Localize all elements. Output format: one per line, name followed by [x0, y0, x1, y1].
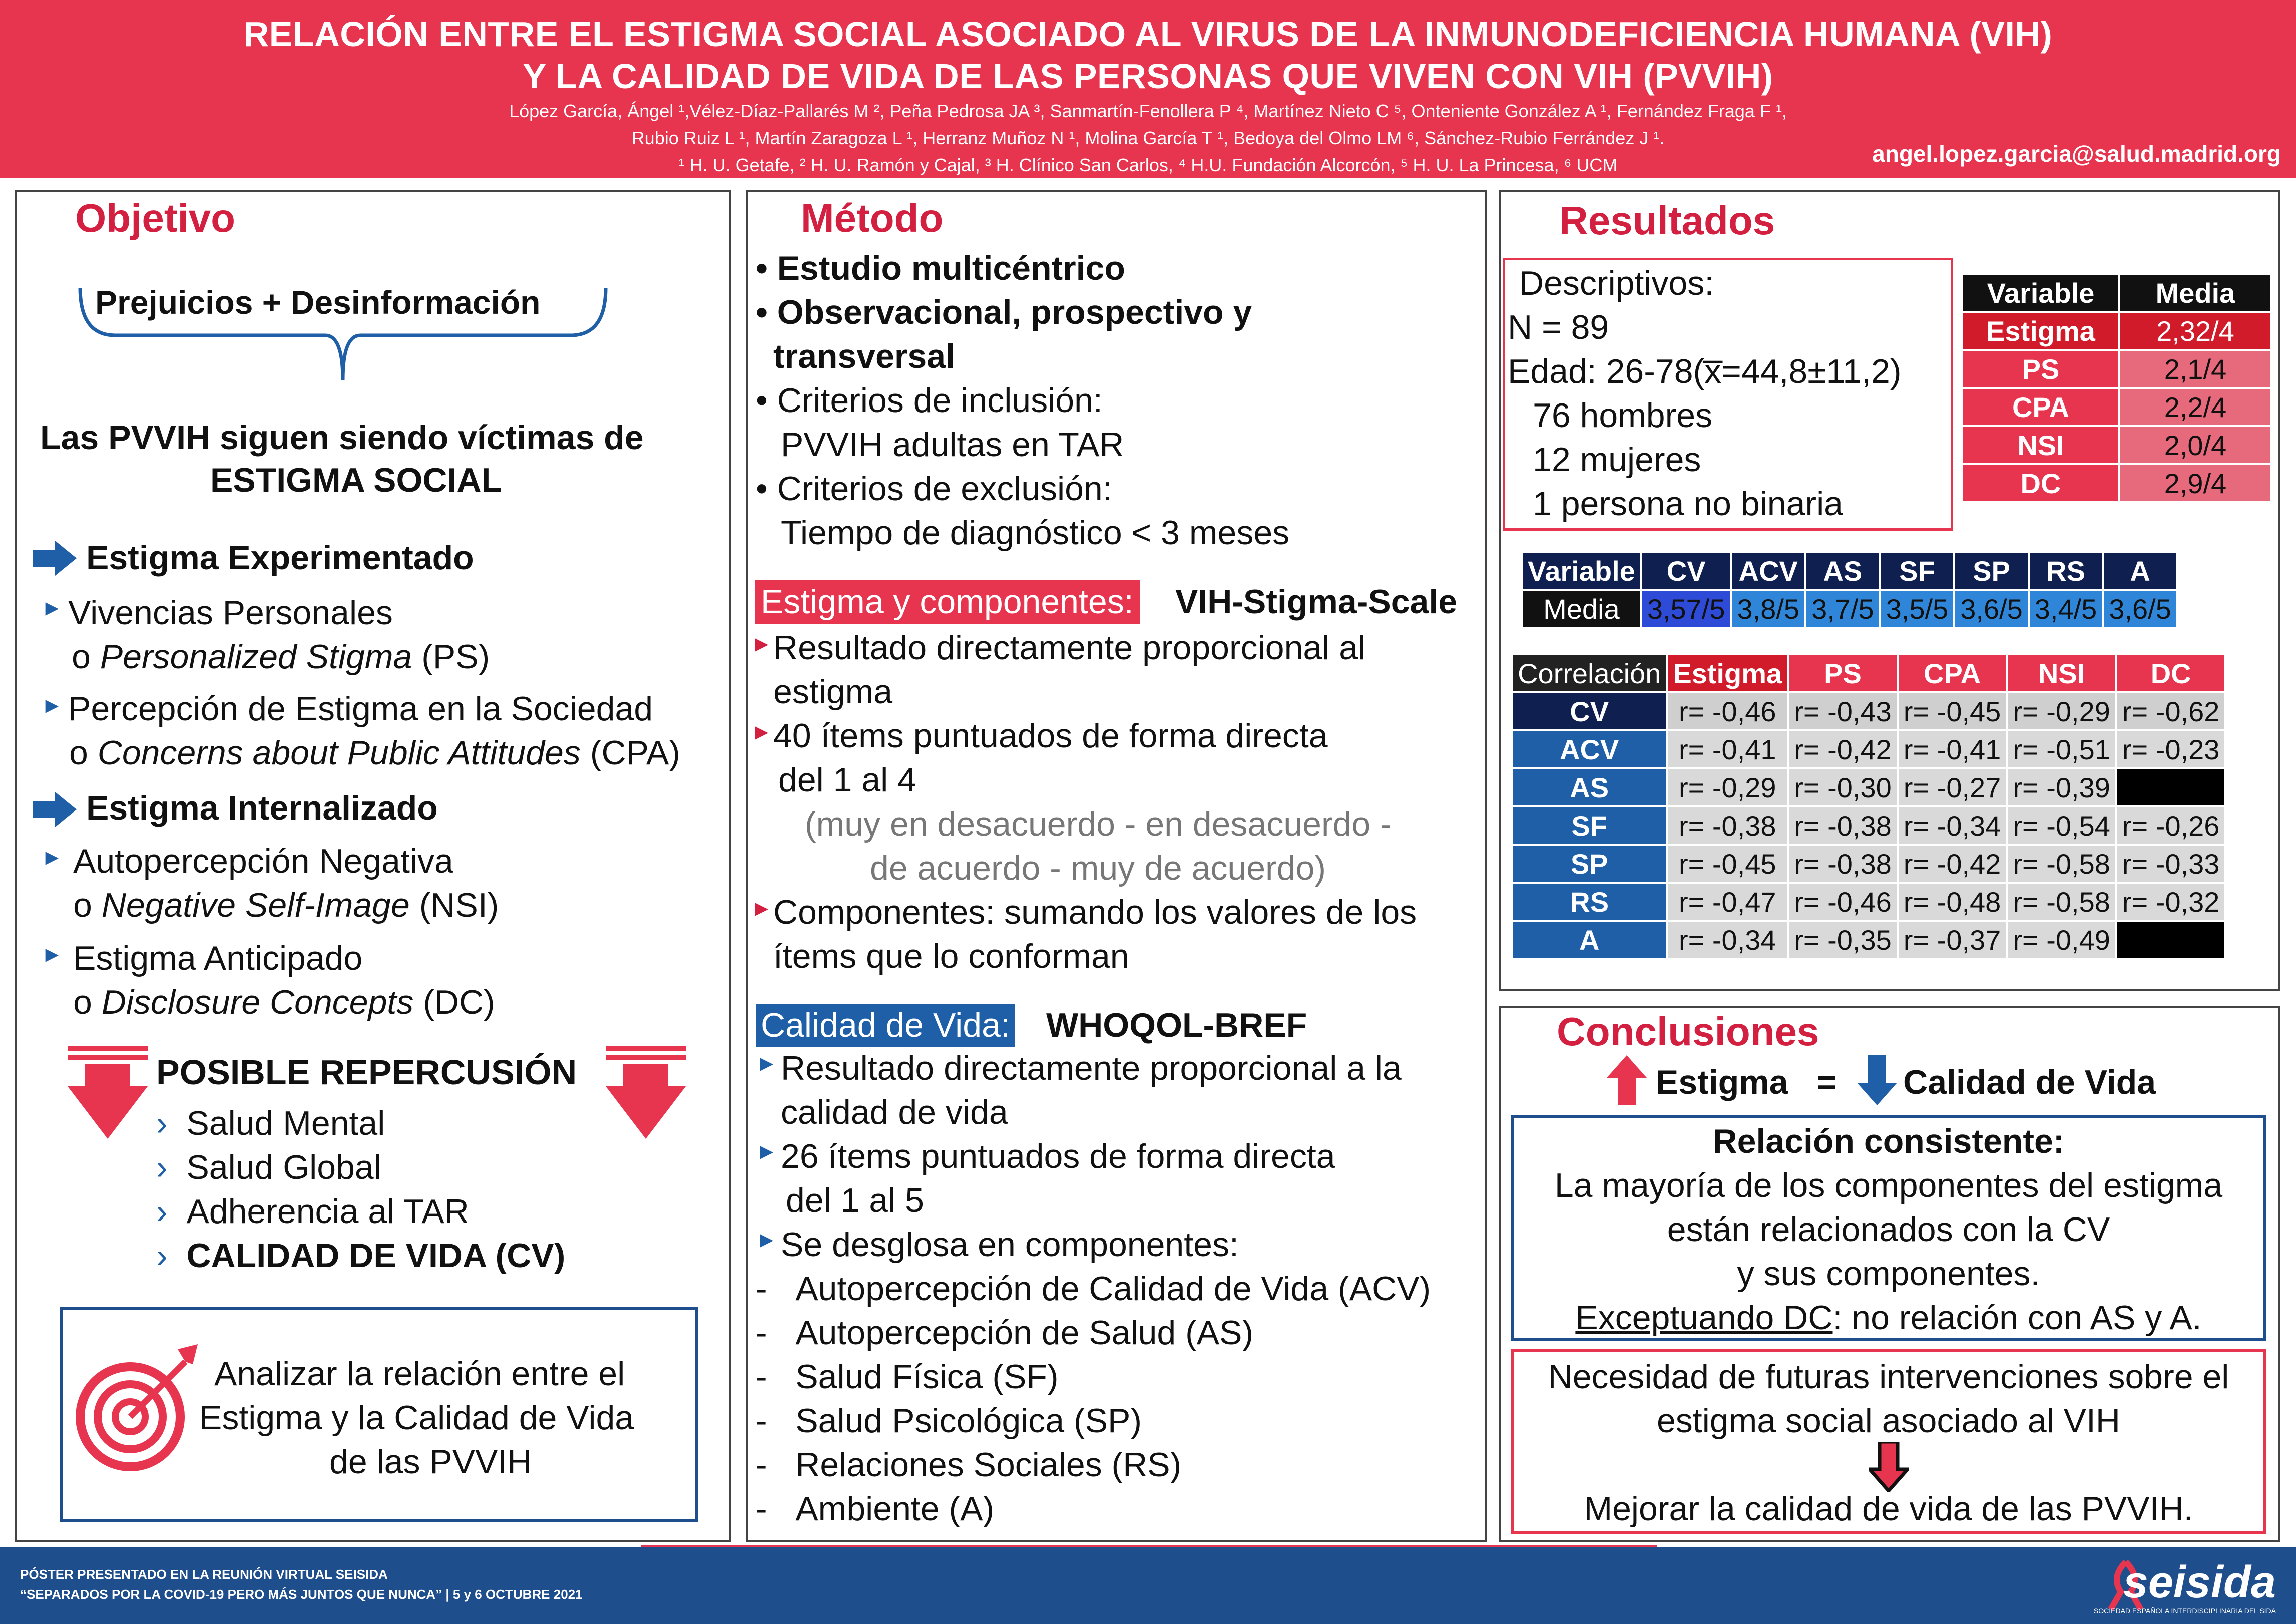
down-arrow-icon	[1857, 1055, 1897, 1105]
table-cell: SF	[1880, 552, 1955, 590]
seisida-logo: seisida	[2123, 1557, 2276, 1607]
table-row	[1962, 312, 2271, 350]
table-cell: CPA	[1898, 654, 2007, 692]
table-cell: r= -0,48	[1898, 883, 2007, 921]
int-item1-b: o Negative Self-Image (NSI)	[73, 886, 499, 924]
seisida-logo-subtitle: SOCIEDAD ESPAÑOLA INTERDISCIPLINARIA DEL SIDA	[2093, 1607, 2276, 1615]
table-cell: r= -0,42	[1788, 730, 1898, 768]
table-cell: r= -0,42	[1898, 845, 2007, 883]
table-cell: r= -0,51	[2007, 730, 2116, 768]
bullet-triangle-icon: ►	[41, 845, 63, 870]
table-cell: 3,57/5	[1641, 590, 1731, 628]
table-cell: r= -0,38	[1788, 806, 1898, 845]
repercusion-list	[156, 1101, 565, 1278]
rel-line3: y sus componentes.	[1737, 1255, 2040, 1293]
table-cell: Variable	[1962, 274, 2119, 312]
exp-heading: Estigma Experimentado	[86, 539, 474, 577]
desc-n: N = 89	[1508, 308, 1609, 346]
int-item2-b: o Disclosure Concepts (DC)	[73, 983, 495, 1021]
poster-footer	[0, 1547, 2296, 1624]
table-cell: r= -0,62	[2116, 692, 2226, 730]
c1-line2: calidad de vida	[781, 1093, 1008, 1131]
table-cell: 3,6/5	[1954, 590, 2029, 628]
int-item2-a: Estigma Anticipado	[73, 939, 363, 977]
int-heading: Estigma Internalizado	[86, 789, 438, 827]
table-cell: r= -0,45	[1898, 692, 2007, 730]
cv-label: Calidad de Vida:	[756, 1004, 1015, 1047]
e2-note2: de acuerdo - muy de acuerdo)	[870, 849, 1326, 887]
authors-line1: López García, Ángel ¹,Vélez-Díaz-Pallarés M ², Peña Pedrosa JA ³, Sanmartín-Fenollera P ⁴, Martínez Nieto C ⁵, Onteniente González A ¹, Fernández Fraga F ¹,	[509, 101, 1787, 121]
bullet-triangle-icon: ►	[41, 942, 63, 967]
table-cell: r= -0,27	[1898, 768, 2007, 806]
table-cell: r= -0,46	[1788, 883, 1898, 921]
table-cell	[2116, 921, 2226, 959]
table-cell: ACV	[1731, 552, 1806, 590]
e3-line2: ítems que lo conforman	[773, 937, 1129, 975]
objetivo-heading: Objetivo	[75, 196, 236, 240]
table-cell: r= -0,58	[2007, 883, 2116, 921]
list-item: - Ambiente (A)	[756, 1490, 995, 1528]
table-cell: r= -0,41	[1898, 730, 2007, 768]
table-row	[1962, 464, 2271, 502]
repercusion-heading: POSIBLE REPERCUSIÓN	[156, 1053, 577, 1092]
right-arrow-icon	[33, 541, 78, 576]
table-cell: DC	[1962, 464, 2119, 502]
metodo-b4-line1: • Criterios de exclusión:	[756, 470, 1112, 508]
metodo-b3-line2: PVVIH adultas en TAR	[781, 426, 1124, 464]
table-cell: Media	[1522, 590, 1641, 628]
table-cell: CPA	[1962, 388, 2119, 426]
table-cell: r= -0,45	[1667, 845, 1788, 883]
table-cell: r= -0,29	[1667, 768, 1788, 806]
table-cell: PS	[1962, 350, 2119, 388]
metodo-b2-line1: • Observacional, prospectivo y	[756, 293, 1252, 331]
table-cell: r= -0,47	[1667, 883, 1788, 921]
target-icon	[75, 1342, 200, 1472]
estigma-scale: VIH-Stigma-Scale	[1175, 583, 1458, 621]
table-cell: 2,0/4	[2119, 426, 2271, 464]
down-arrow-icon	[606, 1046, 686, 1141]
table-cell: r= -0,54	[2007, 806, 2116, 845]
rel-line4: Exceptuando DC: no relación con AS y A.	[1575, 1299, 2202, 1337]
metodo-heading: Método	[801, 196, 944, 240]
footer-line2: “SEPARADOS POR LA COVID-19 PERO MÁS JUNTOS QUE NUNCA” | 5 y 6 OCTUBRE 2021	[20, 1587, 583, 1602]
table-cell: r= -0,58	[2007, 845, 2116, 883]
table-cell: AS	[1512, 768, 1667, 806]
right-arrow-icon	[33, 792, 78, 827]
table-cell: r= -0,23	[2116, 730, 2226, 768]
table-row	[1962, 274, 2271, 312]
table-row	[1512, 921, 2225, 959]
rel-line1: La mayoría de los componentes del estigma	[1554, 1166, 2223, 1204]
desc-edad: Edad: 26-78(x̅=44,8±11,2)	[1508, 352, 1902, 390]
desc-no-binaria: 1 persona no binaria	[1533, 485, 1844, 523]
int-item1-a: Autopercepción Negativa	[73, 842, 453, 880]
table-cell: A	[2103, 552, 2177, 590]
table-cell: r= -0,33	[2116, 845, 2226, 883]
table-row	[1512, 845, 2225, 883]
list-item: › Salud Mental	[156, 1104, 385, 1142]
statement-line2: ESTIGMA SOCIAL	[210, 461, 503, 499]
table-row	[1512, 692, 2225, 730]
rel-title: Relación consistente:	[1712, 1122, 2065, 1160]
table-cell: Correlación	[1512, 654, 1667, 692]
rel-line2: están relacionados con la CV	[1667, 1210, 2110, 1249]
bullet-triangle-icon: ►	[756, 1139, 778, 1164]
table-cell: r= -0,46	[1667, 692, 1788, 730]
eq-left: Estigma	[1656, 1063, 1788, 1101]
bullet-triangle-icon: ►	[41, 596, 63, 620]
table-cell: Media	[2119, 274, 2271, 312]
table-cell: r= -0,43	[1788, 692, 1898, 730]
table-row	[1962, 388, 2271, 426]
table-row	[1522, 590, 2177, 628]
desc-hombres: 76 hombres	[1533, 396, 1713, 435]
exp-item2-b: o Concerns about Public Attitudes (CPA)	[69, 734, 680, 772]
desc-title: Descriptivos:	[1519, 264, 1714, 302]
c3: Se desglosa en componentes:	[781, 1226, 1239, 1264]
table-cell: 3,7/5	[1805, 590, 1880, 628]
bullet-triangle-icon: ►	[756, 1051, 778, 1076]
table-cell: SP	[1954, 552, 2029, 590]
table-row	[1962, 426, 2271, 464]
bullet-triangle-icon: ►	[751, 896, 773, 921]
down-arrow-icon	[68, 1046, 148, 1141]
table-cell: r= -0,26	[2116, 806, 2226, 845]
table-row	[1512, 730, 2225, 768]
affiliations: ¹ H. U. Getafe, ² H. U. Ramón y Cajal, ³ H. Clínico San Carlos, ⁴ H.U. Fundación Alcorcón, ⁵ H. U. La Princesa, ⁶ UCM	[678, 155, 1618, 175]
table-cell: 3,5/5	[1880, 590, 1955, 628]
table-cell: r= -0,38	[1667, 806, 1788, 845]
metodo-b3-line1: • Criterios de inclusión:	[756, 381, 1103, 420]
list-item: › Adherencia al TAR	[156, 1192, 469, 1231]
contact-email[interactable]: angel.lopez.garcia@salud.madrid.org	[1872, 141, 2281, 167]
table-cell: 3,4/5	[2029, 590, 2103, 628]
e1-line2: estigma	[773, 673, 893, 711]
table-cell: RS	[1512, 883, 1667, 921]
table-cell: r= -0,49	[2007, 921, 2116, 959]
table-cell: CV	[1512, 692, 1667, 730]
exp-item1-b: o Personalized Stigma (PS)	[72, 638, 490, 676]
table-cell: r= -0,37	[1898, 921, 2007, 959]
aim-line2: Estigma y la Calidad de Vida	[199, 1399, 634, 1437]
authors-line2: Rubio Ruiz L ¹, Martín Zaragoza L ¹, Herranz Muñoz N ¹, Molina García T ¹, Bedoya del Olmo LM ⁶, Sánchez-Rubio Ferrández J ¹.	[631, 128, 1665, 148]
table-cell: r= -0,41	[1667, 730, 1788, 768]
bullet-triangle-icon: ►	[41, 693, 63, 718]
conclusiones-heading: Conclusiones	[1557, 1009, 1819, 1054]
metodo-b1: • Estudio multicéntrico	[756, 249, 1125, 287]
table-cell: 2,2/4	[2119, 388, 2271, 426]
table-cell: SP	[1512, 845, 1667, 883]
cv-media-table	[1521, 551, 2178, 629]
poster-header	[0, 0, 2296, 178]
need-line1: Necesidad de futuras intervenciones sobre el	[1548, 1358, 2229, 1396]
table-cell: SF	[1512, 806, 1667, 845]
table-cell: Variable	[1522, 552, 1641, 590]
eq-sign: =	[1817, 1063, 1837, 1101]
list-item: - Relaciones Sociales (RS)	[756, 1446, 1182, 1484]
e2-line1: 40 ítems puntuados de forma directa	[773, 717, 1328, 755]
table-cell: ACV	[1512, 730, 1667, 768]
table-cell: 2,32/4	[2119, 312, 2271, 350]
table-cell: NSI	[2007, 654, 2116, 692]
bullet-triangle-icon: ►	[751, 632, 773, 656]
table-cell	[2116, 768, 2226, 806]
down-arrow-icon	[1869, 1442, 1909, 1492]
desc-mujeres: 12 mujeres	[1533, 441, 1701, 479]
table-cell: DC	[2116, 654, 2226, 692]
e3-line1: Componentes: sumando los valores de los	[773, 893, 1417, 931]
statement-line1: Las PVVIH siguen siendo víctimas de	[40, 419, 644, 457]
table-cell: r= -0,34	[1898, 806, 2007, 845]
list-item: - Autopercepción de Calidad de Vida (ACV)	[756, 1270, 1431, 1308]
list-item: › CALIDAD DE VIDA (CV)	[156, 1237, 566, 1275]
table-cell: 2,1/4	[2119, 350, 2271, 388]
table-cell: r= -0,29	[2007, 692, 2116, 730]
e1-line1: Resultado directamente proporcional al	[773, 629, 1366, 667]
resultados-heading: Resultados	[1559, 198, 1775, 243]
table-row	[1962, 350, 2271, 388]
table-cell: NSI	[1962, 426, 2119, 464]
c1-line1: Resultado directamente proporcional a la	[781, 1049, 1402, 1087]
metodo-b2-line2: transversal	[773, 337, 955, 375]
list-item: - Autopercepción de Salud (AS)	[756, 1314, 1254, 1352]
table-cell: r= -0,30	[1788, 768, 1898, 806]
exp-item1-a: Vivencias Personales	[68, 594, 393, 632]
list-item: - Salud Física (SF)	[756, 1358, 1059, 1396]
table-cell: r= -0,39	[2007, 768, 2116, 806]
footer-line1: PÓSTER PRESENTADO EN LA REUNIÓN VIRTUAL SEISIDA	[20, 1567, 388, 1582]
metodo-b4-line2: Tiempo de diagnóstico < 3 meses	[781, 514, 1290, 552]
poster-title-line2: Y LA CALIDAD DE VIDA DE LAS PERSONAS QUE VIVEN CON VIH (PVVIH)	[523, 57, 1773, 96]
table-cell: 3,8/5	[1731, 590, 1806, 628]
table-cell: CV	[1641, 552, 1731, 590]
table-row	[1512, 654, 2225, 692]
table-cell: Estigma	[1667, 654, 1788, 692]
estigma-label: Estigma y componentes:	[755, 580, 1140, 624]
table-cell: RS	[2029, 552, 2103, 590]
table-row	[1512, 883, 2225, 921]
eq-right: Calidad de Vida	[1903, 1063, 2156, 1101]
table-cell: 3,6/5	[2103, 590, 2177, 628]
table-cell: r= -0,38	[1788, 845, 1898, 883]
table-row	[1512, 768, 2225, 806]
bullet-triangle-icon: ►	[751, 720, 773, 744]
poster-title-line1: RELACIÓN ENTRE EL ESTIGMA SOCIAL ASOCIADO AL VIRUS DE LA INMUNODEFICIENCIA HUMANA (VIH)	[243, 15, 2053, 54]
aim-line1: Analizar la relación entre el	[214, 1355, 625, 1393]
stigma-table	[1961, 273, 2272, 503]
correlation-table	[1511, 653, 2226, 960]
table-row	[1522, 552, 2177, 590]
c2-line1: 26 ítems puntuados de forma directa	[781, 1137, 1335, 1175]
table-cell: PS	[1788, 654, 1898, 692]
cv-scale: WHOQOL-BREF	[1046, 1006, 1307, 1044]
aim-line3: de las PVVIH	[329, 1443, 532, 1481]
c2-line2: del 1 al 5	[786, 1181, 924, 1220]
table-cell: r= -0,32	[2116, 883, 2226, 921]
list-item: › Salud Global	[156, 1148, 381, 1186]
bullet-triangle-icon: ►	[756, 1228, 778, 1252]
need-line3: Mejorar la calidad de vida de las PVVIH.	[1584, 1490, 2193, 1528]
up-arrow-icon	[1607, 1055, 1647, 1105]
brace-label: Prejuicios + Desinformación	[95, 284, 541, 321]
e2-line2: del 1 al 4	[778, 761, 916, 799]
table-cell: r= -0,35	[1788, 921, 1898, 959]
table-cell: A	[1512, 921, 1667, 959]
list-item: - Salud Psicológica (SP)	[756, 1402, 1142, 1440]
components-list	[756, 1267, 1431, 1531]
need-line2: estigma social asociado al VIH	[1656, 1402, 2120, 1440]
table-cell: Estigma	[1962, 312, 2119, 350]
table-cell: AS	[1805, 552, 1880, 590]
e2-note1: (muy en desacuerdo - en desacuerdo -	[805, 805, 1392, 843]
table-cell: 2,9/4	[2119, 464, 2271, 502]
exp-item2-a: Percepción de Estigma en la Sociedad	[68, 690, 653, 728]
table-row	[1512, 806, 2225, 845]
table-cell: r= -0,34	[1667, 921, 1788, 959]
